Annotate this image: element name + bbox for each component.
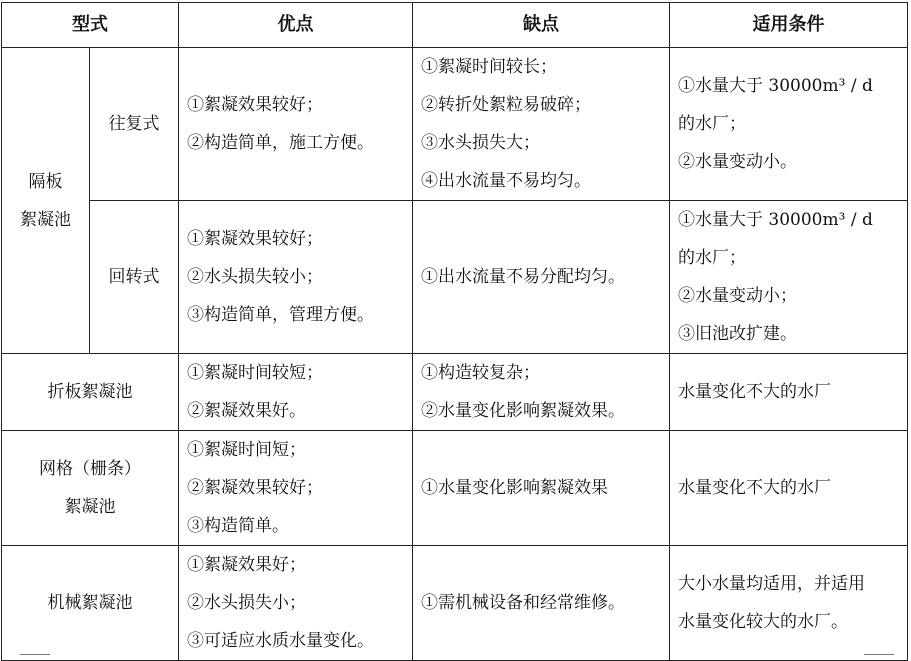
advantage-item: ③构造简单。 (187, 516, 289, 536)
type-cell (2, 431, 179, 546)
advantage-item: ①絮凝效果好； (187, 555, 306, 575)
type-name-line2: 絮凝池 (64, 497, 116, 517)
disadvantage-item: ④出水流量不易均匀。 (421, 171, 591, 191)
advantage-item: ③构造简单，管理方便。 (187, 305, 374, 325)
table-row (2, 201, 908, 354)
condition-item: 大小水量均适用，并适用 (678, 574, 865, 594)
condition-item: ①水量大于 30000m³ / d (678, 210, 873, 230)
table-row (2, 48, 908, 201)
disadvantages-cell (413, 546, 670, 661)
table-row (2, 354, 908, 431)
type-cell: 回转式 (90, 201, 179, 354)
disadvantages-cell (413, 201, 670, 354)
type-name-line1: 网格（栅条） (39, 459, 141, 479)
table-row (2, 546, 908, 661)
group-cell (2, 48, 90, 354)
header-type: 型式 (2, 3, 179, 48)
conditions-cell (670, 201, 908, 354)
conditions-cell (670, 48, 908, 201)
group-name-line1: 隔板 (28, 171, 63, 192)
condition-item: ②水量变动小； (678, 286, 797, 306)
condition-item: 水量变化较大的水厂。 (678, 612, 848, 632)
advantages-cell (179, 431, 413, 546)
condition-item: 水量变化不大的水厂 (678, 478, 831, 498)
advantage-item: ②水头损失较小； (187, 267, 323, 287)
condition-item: ②水量变动小。 (678, 152, 797, 172)
advantages-cell (179, 48, 413, 201)
type-cell: 往复式 (90, 48, 179, 201)
group-name-line2: 絮凝池 (20, 209, 71, 230)
table-row (2, 431, 908, 546)
advantage-item: ③可适应水质水量变化。 (187, 631, 374, 651)
disadvantage-item: ②水量变化影响絮凝效果。 (421, 401, 625, 421)
header-disadvantages: 缺点 (413, 3, 670, 48)
disadvantage-item: ①絮凝时间较长； (421, 57, 557, 77)
page-edge-mark-right (864, 654, 894, 655)
condition-item: ①水量大于 30000m³ / d (678, 76, 873, 96)
conditions-cell (670, 354, 908, 431)
header-row (2, 3, 908, 48)
disadvantage-item: ①出水流量不易分配均匀。 (421, 267, 625, 287)
advantage-item: ②构造简单，施工方便。 (187, 133, 374, 153)
advantage-item: ②絮凝效果较好； (187, 478, 323, 498)
advantages-cell (179, 546, 413, 661)
advantage-item: ①絮凝效果较好； (187, 229, 323, 249)
condition-item: ③旧池改扩建。 (678, 324, 797, 344)
advantages-cell (179, 201, 413, 354)
advantage-item: ①絮凝时间短； (187, 440, 306, 460)
type-cell: 折板絮凝池 (2, 354, 179, 431)
disadvantage-item: ①水量变化影响絮凝效果 (421, 478, 608, 498)
advantage-item: ②水头损失小； (187, 593, 306, 613)
type-cell: 机械絮凝池 (2, 546, 179, 661)
advantage-item: ②絮凝效果好。 (187, 401, 306, 421)
header-conditions: 适用条件 (670, 3, 908, 48)
page-edge-mark-left (20, 654, 50, 655)
advantages-cell (179, 354, 413, 431)
condition-item: 水量变化不大的水厂 (678, 382, 831, 402)
disadvantages-cell (413, 48, 670, 201)
disadvantages-cell (413, 354, 670, 431)
conditions-cell (670, 431, 908, 546)
advantage-item: ①絮凝时间较短； (187, 363, 323, 383)
disadvantage-item: ①构造较复杂； (421, 363, 540, 383)
header-advantages: 优点 (179, 3, 413, 48)
disadvantage-item: ①需机械设备和经常维修。 (421, 593, 625, 613)
conditions-cell (670, 546, 908, 661)
flocculation-comparison-table (1, 2, 908, 661)
advantage-item: ①絮凝效果较好； (187, 95, 323, 115)
disadvantages-cell (413, 431, 670, 546)
condition-item: 的水厂； (678, 248, 746, 268)
condition-item: 的水厂； (678, 114, 746, 134)
disadvantage-item: ③水头损失大； (421, 133, 540, 153)
disadvantage-item: ②转折处絮粒易破碎； (421, 95, 591, 115)
